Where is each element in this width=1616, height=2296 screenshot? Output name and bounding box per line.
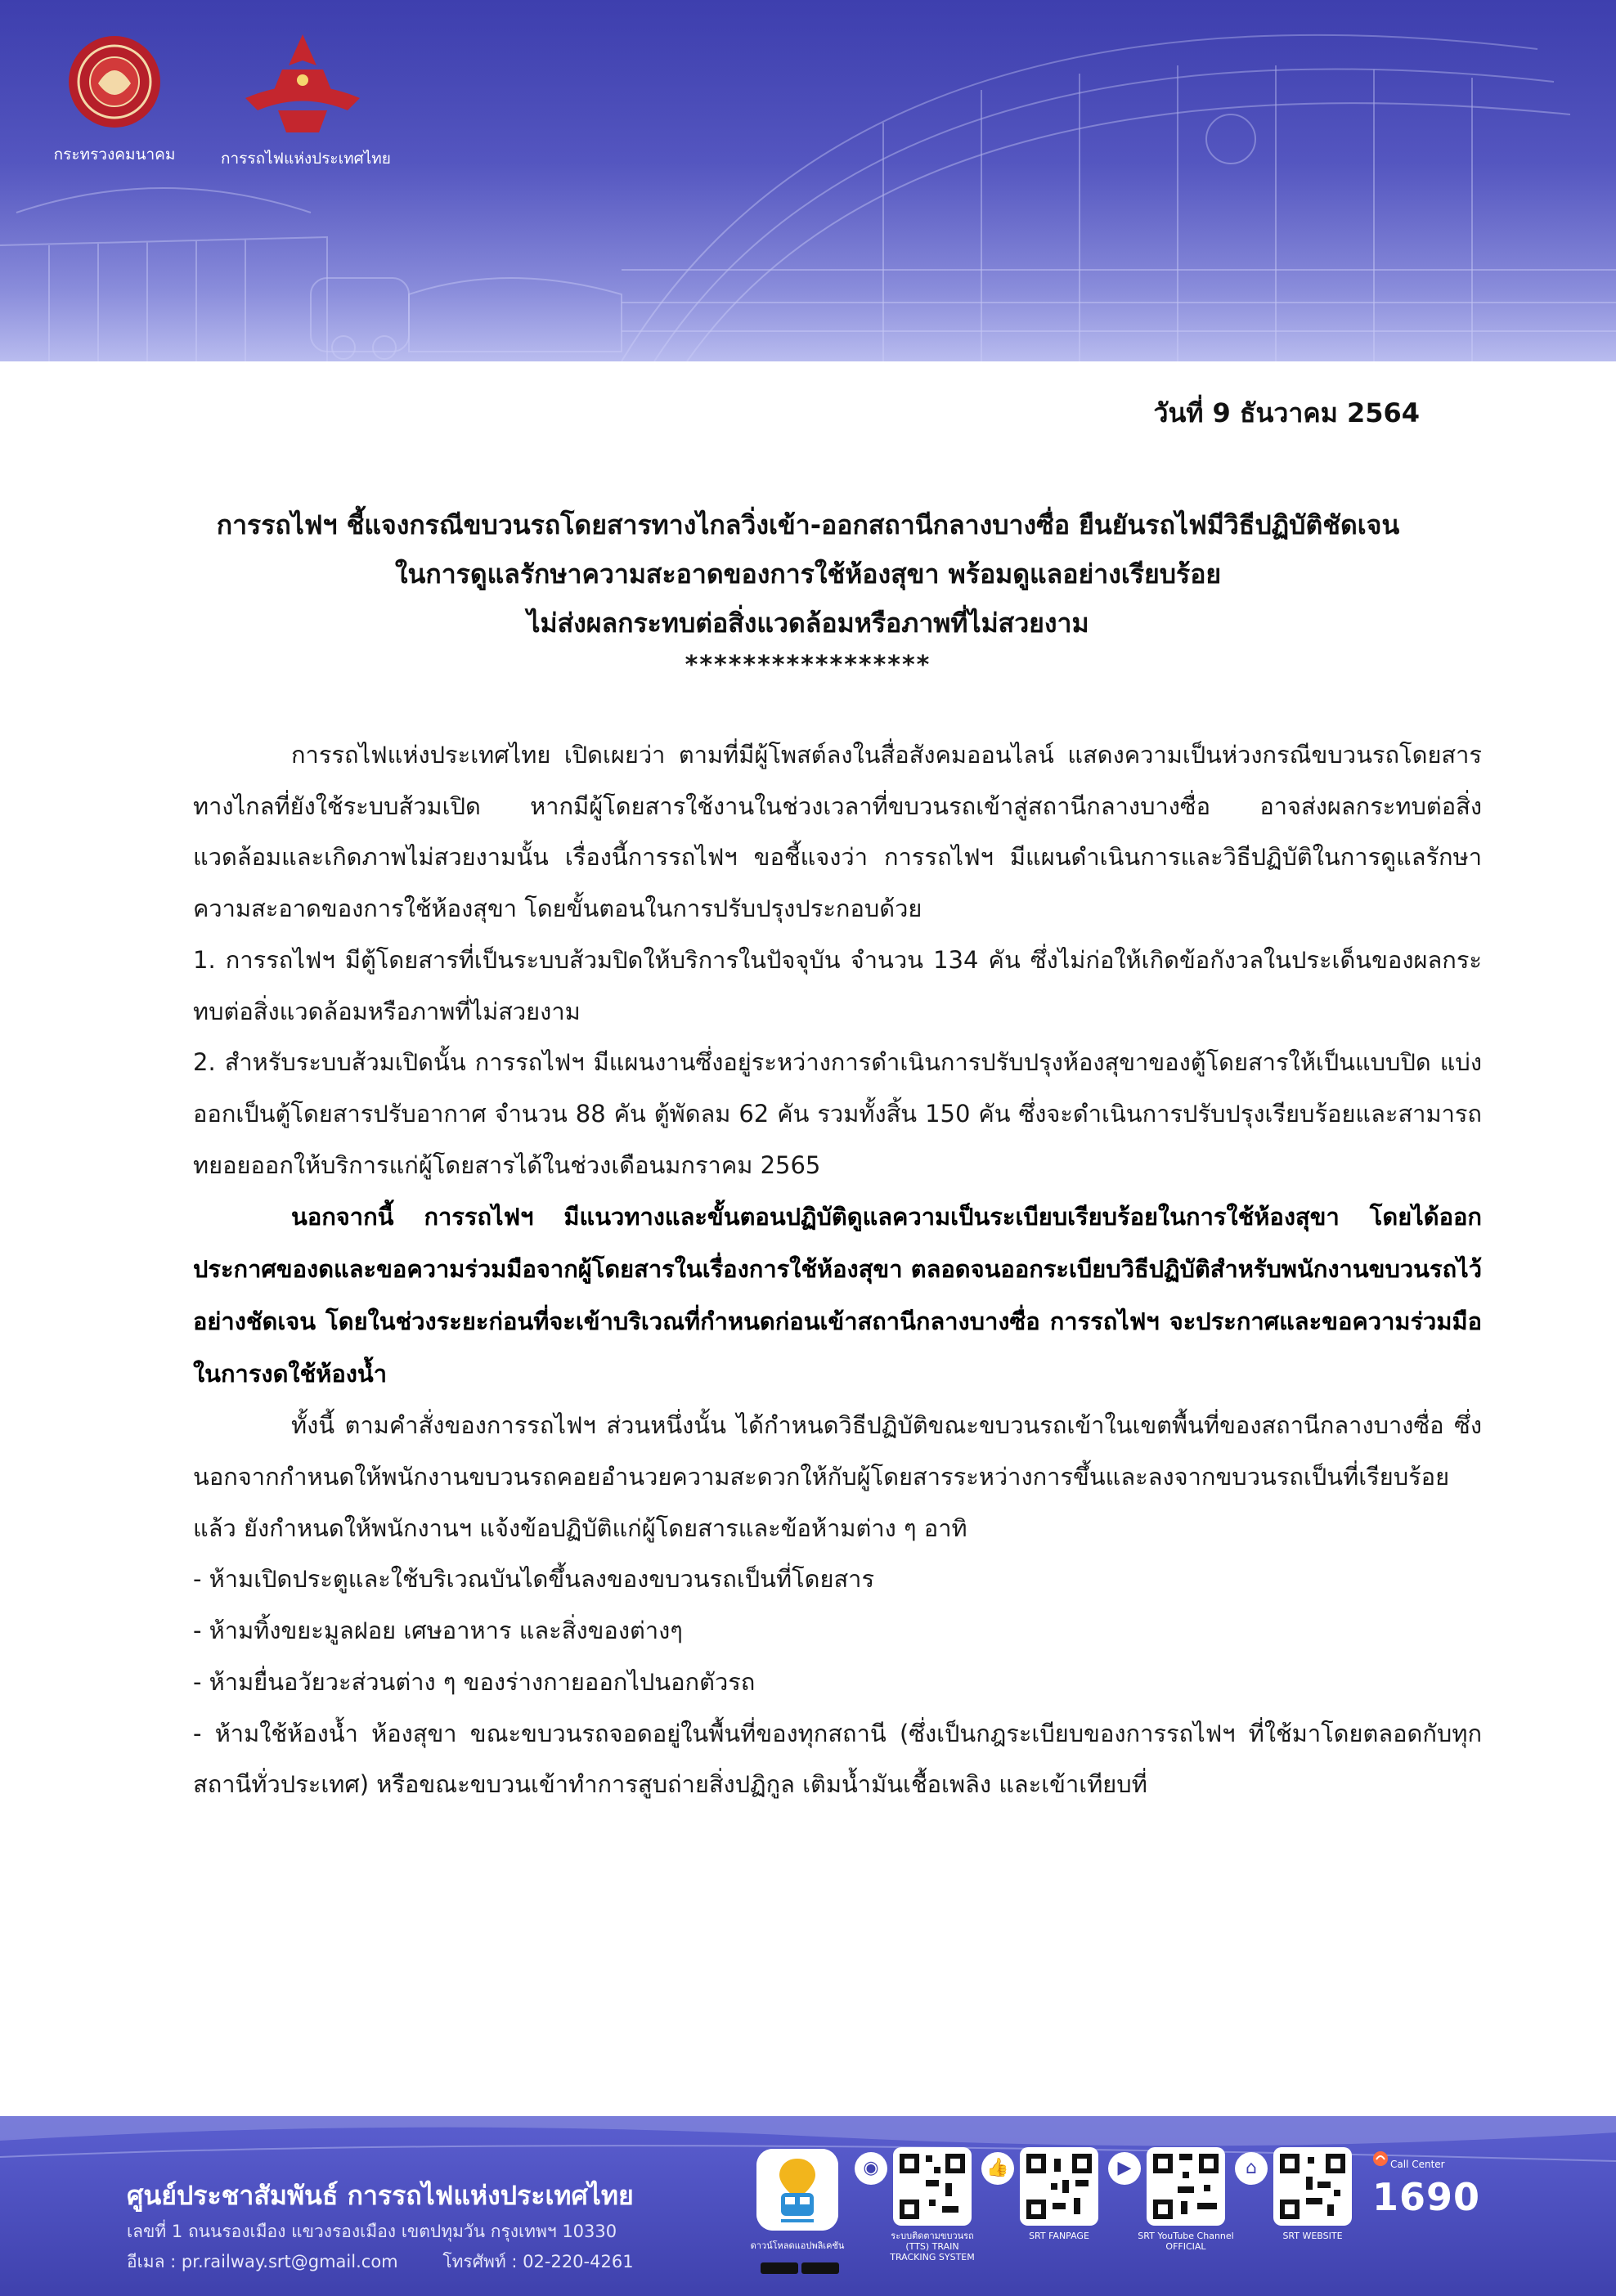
rule-item: - ห้ามยื่นอวัยวะส่วนต่าง ๆ ของร่างกายออกไปนอกตัวรถ — [193, 1667, 756, 1696]
qr-caption-fanpage: SRT FANPAGE — [1029, 2231, 1089, 2241]
list-item-1: 1. การรถไฟฯ มีตู้โดยสารที่เป็นระบบส้วมปิดให้บริการในปัจจุบัน จำนวน 134 คัน ซึ่งไม่ก่อให้เกิดข้อกังวลในประเด็นของผลกระทบต่อสิ่งแวดล้อมหรือภาพที่ไม่สวยงาม — [193, 945, 1482, 1025]
qr-code-icon[interactable] — [893, 2147, 972, 2226]
srt-emblem-icon — [241, 33, 364, 135]
train-app-icon — [756, 2149, 838, 2231]
footer-address: เลขที่ 1 ถนนรองเมือง แขวงรองเมือง เขตปทุมวัน กรุงเทพฯ 10330 — [127, 2222, 617, 2241]
header-banner — [0, 0, 1616, 361]
intro-paragraph: การรถไฟแห่งประเทศไทย เปิดเผยว่า ตามที่มีผู้โพสต์ลงในสื่อสังคมออนไลน์ แสดงความเป็นห่วงกรณีขบวนรถโดยสารทางไกลที่ยังใช้ระบบส้วมเปิด หากมีผู้โดยสารใช้งานในช่วงเวลาที่ขบวนรถเข้าสู่สถานีกลางบางซื่อ อาจส่งผลกระทบต่อสิ่งแวดล้อมและเกิดภาพไม่สวยงามนั้น เรื่องนี้การรถไฟฯ ขอชี้แจงว่า การรถไฟฯ มีแผนดำเนินการและวิธีปฏิบัติในการดูแลรักษาความสะอาดของการใช้ห้องสุขา โดยขั้นตอนในการปรับปรุงประกอบด้วย — [193, 741, 1482, 923]
footer-phone[interactable]: โทรศัพท์ : 02-220-4261 — [442, 2252, 634, 2271]
like-thumb-icon: 👍 — [981, 2152, 1014, 2185]
tts-logo-icon: ◉ — [855, 2152, 887, 2185]
callcenter-label: Call Center — [1390, 2159, 1445, 2170]
website-globe-icon: ⌂ — [1235, 2152, 1268, 2185]
qr-code-icon[interactable] — [1020, 2147, 1098, 2226]
qr-card-youtube[interactable] — [1137, 2147, 1235, 2252]
title-line-2: ในการดูแลรักษาความสะอาดของการใช้ห้องสุขา พร้อมดูแลอย่างเรียบร้อย — [394, 558, 1222, 590]
store-badges[interactable] — [761, 2262, 842, 2273]
callcenter-number[interactable]: 1690 — [1372, 2175, 1481, 2219]
qr-caption-website: SRT WEBSITE — [1282, 2231, 1343, 2241]
title-line-1: การรถไฟฯ ชี้แจงกรณีขบวนรถโดยสารทางไกลวิ่งเข้า-ออกสถานีกลางบางซื่อ ยืนยันรถไฟมีวิธีปฏิบัติชัดเจน — [216, 509, 1400, 540]
press-release-body — [193, 729, 1482, 1810]
rule-item: - ห้ามใช้ห้องน้ำ ห้องสุขา ขณะขบวนรถจอดอยู่ในพื้นที่ของทุกสถานี (ซึ่งเป็นกฎระเบียบของการรถไฟฯ ที่ใช้มาโดยตลอดกับทุกสถานีทั่วประเทศ) หรือขณะขบวนเข้าทำการสูบถ่ายสิ่งปฏิกูล เติมน้ำมันเชื้อเพลิง และเข้าเทียบที่ — [193, 1719, 1482, 1799]
headset-icon — [1372, 2150, 1389, 2167]
qr-card-fanpage[interactable] — [1010, 2147, 1108, 2241]
footer-email[interactable]: อีเมล : pr.railway.srt@gmail.com — [127, 2252, 398, 2271]
qr-code-icon[interactable] — [1273, 2147, 1352, 2226]
ministry-logo — [49, 33, 180, 167]
list-item-2: 2. สำหรับระบบส้วมเปิดนั้น การรถไฟฯ มีแผนงานซึ่งอยู่ระหว่างการดำเนินการปรับปรุงห้องสุขาของตู้โดยสารให้เป็นแบบปิด แบ่งออกเป็นตู้โดยสารปรับอากาศ จำนวน 88 คัน ตู้พัดลม 62 คัน รวมทั้งสิ้น 150 คัน ซึ่งจะดำเนินการปรับปรุงเรียบร้อยและสามารถทยอยออกให้บริการแก่ผู้โดยสารได้ในช่วงเดือนมกราคม 2565 — [193, 1048, 1482, 1179]
title-separator: ***************** — [685, 651, 931, 679]
rule-item: - ห้ามทิ้งขยะมูลฝอย เศษอาหาร และสิ่งของต่างๆ — [193, 1617, 683, 1645]
footer-contact — [127, 2249, 673, 2276]
ministry-caption: กระทรวงคมนาคม — [53, 146, 176, 164]
rules-intro-paragraph: ทั้งนี้ ตามคำสั่งของการรถไฟฯ ส่วนหนึ่งนั้น ได้กำหนดวิธีปฏิบัติขณะขบวนรถเข้าในเขตพื้นที่ของสถานีกลางบางซื่อ ซึ่งนอกจากกำหนดให้พนักงานขบวนรถคอยอำนวยความสะดวกให้กับผู้โดยสารระหว่างการขึ้นและลงจากขบวนรถเป็นที่เรียบร้อยแล้ว ยังกำหนดให้พนักงานฯ แจ้งข้อปฏิบัติแก่ผู้โดยสารและข้อห้ามต่าง ๆ อาทิ — [193, 1411, 1482, 1542]
srt-caption: การรถไฟแห่งประเทศไทย — [221, 150, 391, 168]
ministry-seal-icon — [65, 33, 164, 131]
document-date: วันที่ 9 ธันวาคม 2564 — [1153, 397, 1420, 428]
qr-code-icon[interactable] — [1147, 2147, 1225, 2226]
youtube-play-icon: ▶ — [1108, 2152, 1141, 2185]
qr-caption-tts: ระบบติดตามขบวนรถ (TTS) TRAIN TRACKING SYSTEM — [890, 2231, 975, 2262]
bold-paragraph: นอกจากนี้ การรถไฟฯ มีแนวทางและขั้นตอนปฏิบัติดูแลความเป็นระเบียบเรียบร้อยในการใช้ห้องสุขา โดยได้ออกประกาศของดและขอความร่วมมือจากผู้โดยสารในเรื่องการใช้ห้องสุขา ตลอดจนออกระเบียบวิธีปฏิบัติสำหรับพนักงานขบวนรถไว้อย่างชัดเจน โดยในช่วงระยะก่อนที่จะเข้าบริเวณที่กำหนดก่อนเข้าสถานีกลางบางซื่อ การรถไฟฯ จะประกาศและขอความร่วมมือในการงดใช้ห้องน้ำ — [193, 1203, 1482, 1388]
app-store-badge[interactable] — [801, 2262, 839, 2274]
footer-bar — [0, 2116, 1616, 2296]
google-play-badge[interactable] — [761, 2262, 798, 2274]
rule-item: - ห้ามเปิดประตูและใช้บริเวณบันไดขึ้นลงของขบวนรถเป็นที่โดยสาร — [193, 1565, 875, 1594]
app-caption: ดาวน์โหลดแอปพลิเคชัน — [750, 2240, 845, 2251]
qr-caption-youtube: SRT YouTube Channel OFFICIAL — [1138, 2231, 1234, 2252]
press-release-title — [147, 500, 1469, 684]
footer-org-name: ศูนย์ประชาสัมพันธ์ การรถไฟแห่งประเทศไทย — [127, 2180, 634, 2211]
srt-logo — [221, 33, 391, 171]
srt-app-icon[interactable] — [756, 2149, 838, 2231]
qr-card-website[interactable] — [1264, 2147, 1362, 2241]
title-line-3: ไม่ส่งผลกระทบต่อสิ่งแวดล้อมหรือภาพที่ไม่สวยงาม — [527, 608, 1089, 639]
qr-card-tts[interactable] — [883, 2147, 981, 2262]
